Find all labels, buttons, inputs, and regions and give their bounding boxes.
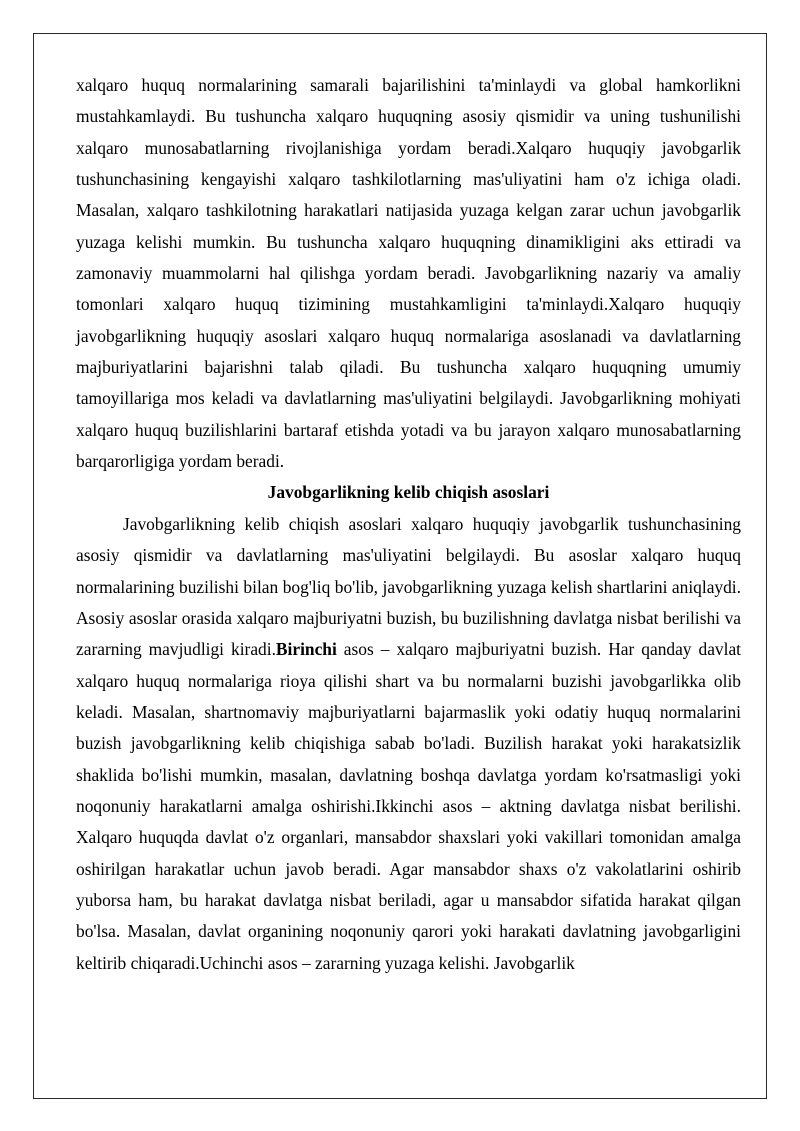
bold-term-birinchi: Birinchi xyxy=(275,639,337,660)
paragraph-grounds xyxy=(76,509,741,979)
paragraph-grounds-text-rest: asos – xalqaro majburiyatni buzish. Har qanday davlat xalqaro huquq normalariga rioya qilishi shart va bu normalarni buzishi javobgarlikka olib keladi. Masalan, shartnomaviy majburiyatlarni bajarmaslik yoki odatiy huquq normalarini buzish javobgarlikning kelib chiqishiga sabab bo'ladi. Buzilish harakat yoki harakatsizlik shaklida bo'lishi mumkin, masalan, davlatning boshqa davlatga yordam ko'rsatmasligi yoki noqonuniy harakatlarni amalga oshirishi.Ikkinchi asos – aktning davlatga nisbat berilishi. Xalqaro huquqda davlat o'z organlari, mansabdor shaxslari yoki vakillari tomonidan amalga oshirilgan harakatlar uchun javob beradi. Agar mansabdor shaxs o'z vakolatlarini oshirib yuborsa ham, bu harakat davlatga nisbat beriladi, agar u mansabdor sifatida harakat qilgan bo'lsa. Masalan, davlat organining noqonuniy qarori yoki harakati davlatning javobgarligini keltirib chiqaradi.Uchinchi asos – zararning yuzaga kelishi. Javobgarlik xyxy=(76,639,741,973)
paragraph-intro: xalqaro huquq normalarining samarali bajarilishini ta'minlaydi va global hamkorlikni mustahkamlaydi. Bu tushuncha xalqaro huquqning asosiy qismidir va uning tushunilishi xalqaro munosabatlarning rivojlanishiga yordam beradi.Xalqaro huquqiy javobgarlik tushunchasining kengayishi xalqaro tashkilotlarning mas'uliyatini ham o'z ichiga oladi. Masalan, xalqaro tashkilotning harakatlari natijasida yuzaga kelgan zarar uchun javobgarlik yuzaga kelishi mumkin. Bu tushuncha xalqaro huquqning dinamikligini aks ettiradi va zamonaviy muammolarni hal qilishga yordam beradi. Javobgarlikning nazariy va amaliy tomonlari xalqaro huquq tizimining mustahkamligini ta'minlaydi.Xalqaro huquqiy javobgarlikning huquqiy asoslari xalqaro huquq normalariga asoslanadi va davlatlarning majburiyatlarini bajarishni talab qiladi. Bu tushuncha xalqaro huquqning umumiy tamoyillariga mos keladi va davlatlarning mas'uliyatini belgilaydi. Javobgarlikning mohiyati xalqaro huquq buzilishlarini bartaraf etishda yotadi va bu jarayon xalqaro munosabatlarning barqarorligiga yordam beradi. xyxy=(76,75,741,472)
paragraph-grounds-text-start: Javobgarlikning kelib chiqish asoslari xalqaro huquqiy javobgarlik tushunchasining asosiy qismidir va davlatlarning mas'uliyatini belgilaydi. Bu asoslar xalqaro huquq normalarining buzilishi bilan bog'liq bo'lib, javobgarlikning yuzaga kelish shartlarini aniqlaydi. Asosiy asoslar orasida xalqaro majburiyatni buzish, bu buzilishning davlatga nisbat berilishi va zararning mavjudligi kiradi. xyxy=(76,513,741,660)
section-heading: Javobgarlikning kelib chiqish asoslari xyxy=(267,482,550,503)
document-body xyxy=(76,70,741,979)
